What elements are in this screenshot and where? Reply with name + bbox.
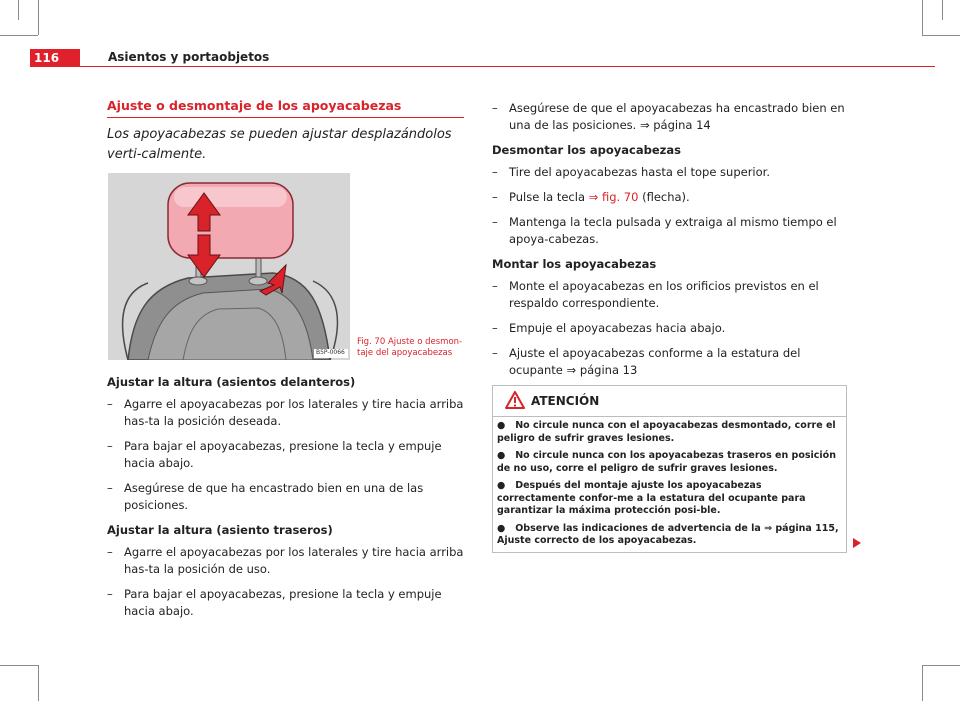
crop-mark — [38, 665, 39, 701]
warning-item-text: No circule nunca con el apoyacabezas desmontado, corre el peligro de sufrir graves lesiones. — [497, 420, 836, 444]
figure-code: B5P-0066 — [316, 349, 345, 356]
warning-item-text: No circule nunca con los apoyacabezas traseros en posición de no uso, corre el peligro de sufrir graves lesiones. — [497, 450, 836, 474]
list-item-text: Pulse la tecla — [509, 190, 589, 204]
list-item: – Asegúrese de que el apoyacabezas ha encastrado bien en una de las posiciones. ⇒ página 14 — [492, 100, 847, 134]
list-item: – Para bajar el apoyacabezas, presione la tecla y empuje hacia abajo. — [107, 438, 467, 472]
headrest-figure — [108, 173, 350, 360]
crop-mark — [922, 35, 960, 36]
list-item: – Tire del apoyacabezas hasta el tope superior. — [492, 164, 847, 181]
crop-mark — [922, 665, 923, 701]
list-item: – Agarre el apoyacabezas por los laterales y tire hacia arriba has-ta la posición deseada. — [107, 396, 467, 430]
list-item — [492, 189, 847, 206]
remove-heading: Desmontar los apoyacabezas — [492, 143, 681, 157]
crop-mark — [922, 665, 960, 666]
list-item: – Mantenga la tecla pulsada y extraiga al mismo tiempo el apoya-cabezas. — [492, 214, 847, 248]
list-item: – Para bajar el apoyacabezas, presione la tecla y empuje hacia abajo. — [107, 586, 467, 620]
list-item: – Agarre el apoyacabezas por los laterales y tire hacia arriba has-ta la posición de uso. — [107, 544, 467, 578]
rear-adjust-heading: Ajustar la altura (asiento traseros) — [107, 523, 333, 537]
mount-heading: Montar los apoyacabezas — [492, 257, 657, 271]
section-rule — [107, 117, 464, 118]
crop-mark — [18, 0, 19, 20]
warning-item: ● No circule nunca con los apoyacabezas traseros en posición de no uso, corre el peligro de sufrir graves lesiones. — [497, 450, 836, 474]
warning-body — [497, 420, 842, 553]
list-item: – Ajuste el apoyacabezas conforme a la estatura del ocupante ⇒ página 13 — [492, 345, 847, 379]
list-item: – Empuje el apoyacabezas hacia abajo. — [492, 320, 847, 337]
crop-mark — [0, 35, 38, 36]
figure-reference-link[interactable]: ⇒ fig. 70 — [588, 190, 639, 204]
header-rule — [80, 66, 935, 67]
warning-item: ● No circule nunca con el apoyacabezas desmontado, corre el peligro de sufrir graves lesiones. — [497, 420, 836, 444]
page-header — [30, 49, 935, 67]
crop-mark — [942, 0, 943, 20]
warning-item-text: Observe las indicaciones de advertencia de la ⇒ página 115, Ajuste correcto de los apoyacabezas. — [497, 522, 839, 546]
warning-triangle-icon — [505, 391, 525, 409]
warning-header — [493, 386, 846, 417]
warning-item: ● Después del montaje ajuste los apoyacabezas correctamente confor-me a la estatura del ocupante para garantizar la máxima protección posi-ble. — [497, 480, 806, 516]
section-title: Ajuste o desmontaje de los apoyacabezas — [107, 98, 402, 113]
page-number: 116 — [30, 49, 80, 67]
crop-mark — [0, 665, 38, 666]
warning-item: ● Observe las indicaciones de advertencia de la ⇒ página 115, Ajuste correcto de los apoyacabezas. — [497, 522, 839, 546]
crop-mark — [38, 0, 39, 35]
warning-title: ATENCIÓN — [531, 394, 600, 408]
headrest-illustration — [108, 173, 350, 360]
section-lead: Los apoyacabezas se pueden ajustar desplazándolos verti-calmente. — [107, 127, 452, 162]
list-item: – Asegúrese de que ha encastrado bien en una de las posiciones. — [107, 480, 467, 514]
right-column — [492, 100, 847, 379]
warning-box — [492, 385, 847, 553]
left-column — [107, 374, 467, 620]
warning-item-text: Después del montaje ajuste los apoyacabezas correctamente confor-me a la estatura del ocupante para garantizar la máxima protección posi-ble. — [497, 480, 806, 516]
list-item-text: (flecha). — [638, 190, 690, 204]
running-title: Asientos y portaobjetos — [108, 50, 270, 64]
list-item: – Monte el apoyacabezas en los orificios previstos en el respaldo correspondiente. — [492, 278, 847, 312]
figure-caption: Fig. 70 Ajuste o desmon-taje del apoyacabezas — [357, 337, 463, 358]
continue-arrow-icon — [852, 537, 862, 549]
front-adjust-heading: Ajustar la altura (asientos delanteros) — [107, 375, 356, 389]
crop-mark — [922, 0, 923, 35]
